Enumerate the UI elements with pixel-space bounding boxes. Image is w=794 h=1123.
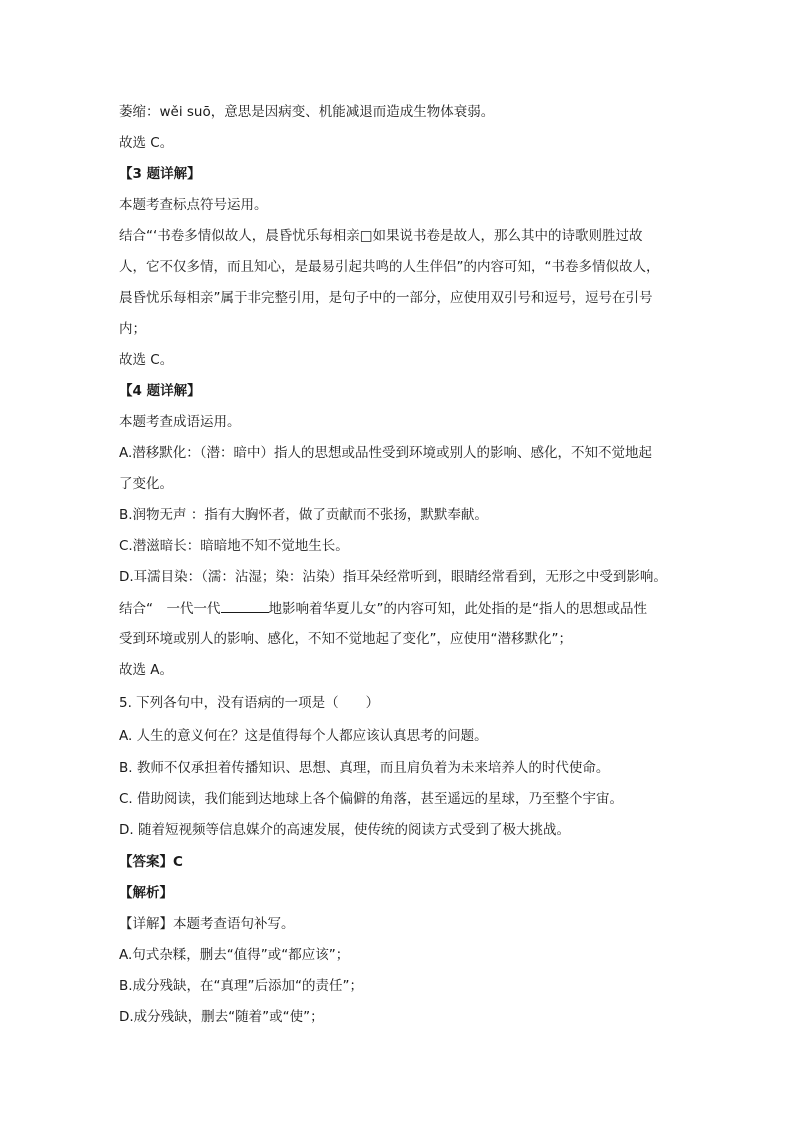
text-line: A.句式杂糅，删去“值得”或“都应该”； [119, 947, 350, 963]
fill-in-blank [221, 598, 269, 613]
option-d: D. 随着短视频等信息媒介的高速发展，使传统的阅读方式受到了极大挑战。 [119, 822, 570, 838]
text-line: D.成分残缺，删去“随着”或“使”； [119, 1009, 324, 1025]
text-line: 故选 C。 [119, 352, 174, 368]
option-c: C. 借助阅读，我们能到达地球上各个偏僻的角落，甚至遥远的星球，乃至整个宇宙。 [119, 791, 624, 807]
text-line: 本题考查成语运用。 [119, 414, 241, 430]
text-line: 人，它不仅多情，而且知心，是最易引起共鸣的人生伴侣”的内容可知，“书卷多情似故人， [119, 259, 660, 275]
text-line: 受到环境或别人的影响、感化，不知不觉地起了变化”，应使用“潜移默化”； [119, 631, 572, 647]
question-stem: 5. 下列各句中，没有语病的一项是（ ） [119, 695, 380, 711]
text-line: 内； [119, 321, 146, 337]
text-line: D.耳濡目染：（濡：沾湿；染：沾染）指耳朵经常听到，眼睛经常看到，无形之中受到影响。 [119, 569, 667, 585]
blank-line-after: 地影响着华夏儿女”的内容可知，此处指的是“指人的思想或品性 [268, 601, 647, 617]
analysis-label: 【解析】 [119, 885, 173, 901]
text-line: C.潜滋暗长：暗暗地不知不觉地生长。 [119, 538, 349, 554]
text-line: 本题考查标点符号运用。 [119, 197, 268, 213]
blank-line-before: 结合“ 一代一代 [119, 601, 221, 617]
text-line: 结合“‘书卷多情似故人，晨昏忧乐每相亲□如果说书卷是故人，那么其中的诗歌则胜过故 [119, 228, 643, 244]
section-heading: 【3 题详解】 [119, 166, 201, 182]
answer-label: 【答案】C [119, 854, 183, 870]
text-line: 【详解】本题考查语句补写。 [119, 916, 295, 932]
option-a: A. 人生的意义何在？这是值得每个人都应该认真思考的问题。 [119, 728, 488, 744]
text-line-with-blank [119, 598, 647, 619]
text-line: B.润物无声 ：指有大胸怀者，做了贡献而不张扬，默默奉献。 [119, 507, 488, 523]
option-b: B. 教师不仅承担着传播知识、思想、真理，而且肩负着为未来培养人的时代使命。 [119, 760, 610, 776]
text-line: A.潜移默化：（潜：暗中）指人的思想或品性受到环境或别人的影响、感化，不知不觉地起 [119, 445, 653, 461]
section-heading: 【4 题详解】 [119, 383, 201, 399]
text-line: 萎缩：wěi suō，意思是因病变、机能减退而造成生物体衰弱。 [119, 104, 495, 120]
text-line: 故选 C。 [119, 135, 174, 151]
text-line: 晨昏忧乐每相亲”属于非完整引用，是句子中的一部分，应使用双引号和逗号，逗号在引号 [119, 290, 653, 306]
text-line: 故选 A。 [119, 662, 174, 678]
text-line: B.成分残缺，在“真理”后添加“的责任”； [119, 978, 364, 994]
text-line: 了变化。 [119, 476, 173, 492]
